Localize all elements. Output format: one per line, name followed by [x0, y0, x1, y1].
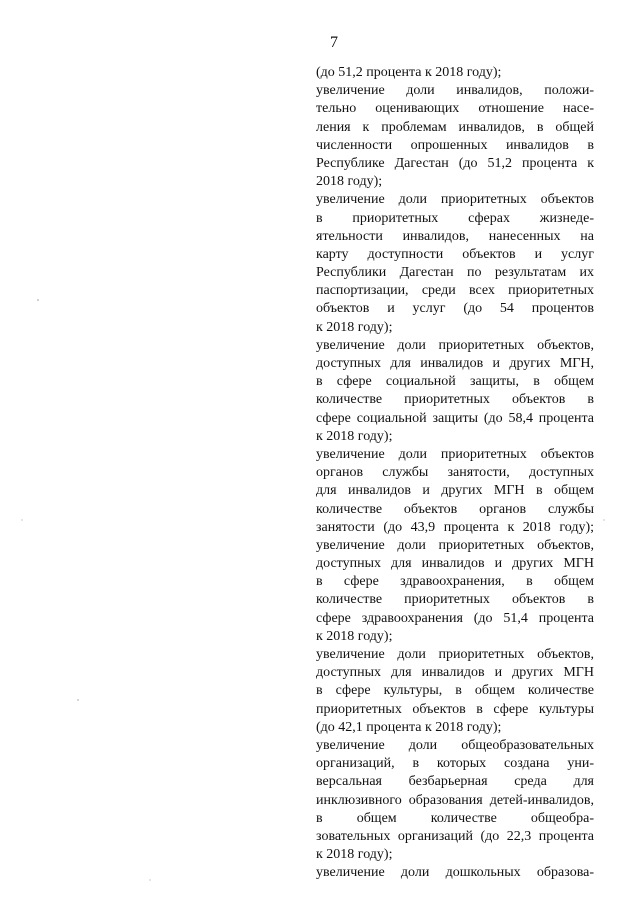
- text-line: увеличение доли приоритетных объектов,: [316, 337, 594, 353]
- text-line: количестве объектов органов службы: [316, 501, 594, 517]
- text-line: ятельности инвалидов, нанесенных на: [316, 228, 594, 244]
- text-line: приоритетных объектов в сфере культуры: [316, 701, 594, 717]
- text-line: в сфере социальной защиты, в общем: [316, 374, 594, 390]
- page-number: 7: [330, 34, 338, 51]
- text-line: организаций, в которых создана уни-: [316, 756, 594, 772]
- text-line: количестве приоритетных объектов в: [316, 392, 594, 408]
- text-line: ления к проблемам инвалидов, в общей: [316, 119, 594, 135]
- text-line: в приоритетных сферах жизнеде-: [316, 210, 594, 226]
- text-line: тельно оценивающих отношение насе-: [316, 101, 594, 117]
- text-line: количестве приоритетных объектов в: [316, 592, 594, 608]
- text-line: органов службы занятости, доступных: [316, 465, 594, 481]
- text-line: (до 42,1 процента к 2018 году);: [316, 719, 502, 735]
- text-line: увеличение доли дошкольных образова-: [316, 865, 594, 881]
- text-line: к 2018 году);: [316, 319, 393, 335]
- text-line: занятости (до 43,9 процента к 2018 году);: [316, 519, 594, 535]
- text-line: инклюзивного образования детей-инвалидов,: [316, 792, 594, 808]
- text-line: в сфере культуры, в общем количестве: [316, 683, 594, 699]
- text-line: (до 51,2 процента к 2018 году);: [316, 65, 502, 80]
- text-line: к 2018 году);: [316, 428, 393, 444]
- text-line: объектов и услуг (до 54 процентов: [316, 301, 594, 317]
- text-line: паспортизации, среди всех приоритетных: [316, 283, 594, 299]
- text-line: увеличение доли инвалидов, положи-: [316, 83, 594, 99]
- text-line: увеличение доли приоритетных объектов: [316, 192, 594, 208]
- text-line: увеличение доли приоритетных объектов,: [316, 537, 594, 553]
- text-line: в сфере здравоохранения, в общем: [316, 574, 594, 590]
- text-line: доступных для инвалидов и других МГН: [316, 556, 594, 572]
- text-line: доступных для инвалидов и других МГН: [316, 665, 594, 681]
- text-line: увеличение доли приоритетных объектов,: [316, 647, 594, 662]
- text-line: Республике Дагестан (до 51,2 процента к: [316, 155, 594, 171]
- text-line: для инвалидов и других МГН в общем: [316, 483, 594, 499]
- text-line: Республики Дагестан по результатам их: [316, 265, 594, 281]
- text-line: сфере социальной защиты (до 58,4 процента: [316, 410, 594, 426]
- text-line: в общем количестве общеобра-: [316, 810, 594, 826]
- text-column: [316, 64, 594, 882]
- text-line: увеличение доли приоритетных объектов: [316, 446, 594, 462]
- text-line: зовательных организаций (до 22,3 процента: [316, 828, 594, 844]
- text-line: увеличение доли общеобразовательных: [316, 737, 594, 753]
- text-line: карту доступности объектов и услуг: [316, 246, 594, 262]
- text-line: сфере здравоохранения (до 51,4 процента: [316, 610, 594, 626]
- text-line: к 2018 году);: [316, 628, 393, 644]
- text-line: численности опрошенных инвалидов в: [316, 137, 594, 153]
- text-line: версальная безбарьерная среда для: [316, 774, 594, 790]
- text-line: к 2018 году);: [316, 847, 393, 863]
- text-line: 2018 году);: [316, 174, 383, 190]
- text-line: доступных для инвалидов и других МГН,: [316, 356, 594, 371]
